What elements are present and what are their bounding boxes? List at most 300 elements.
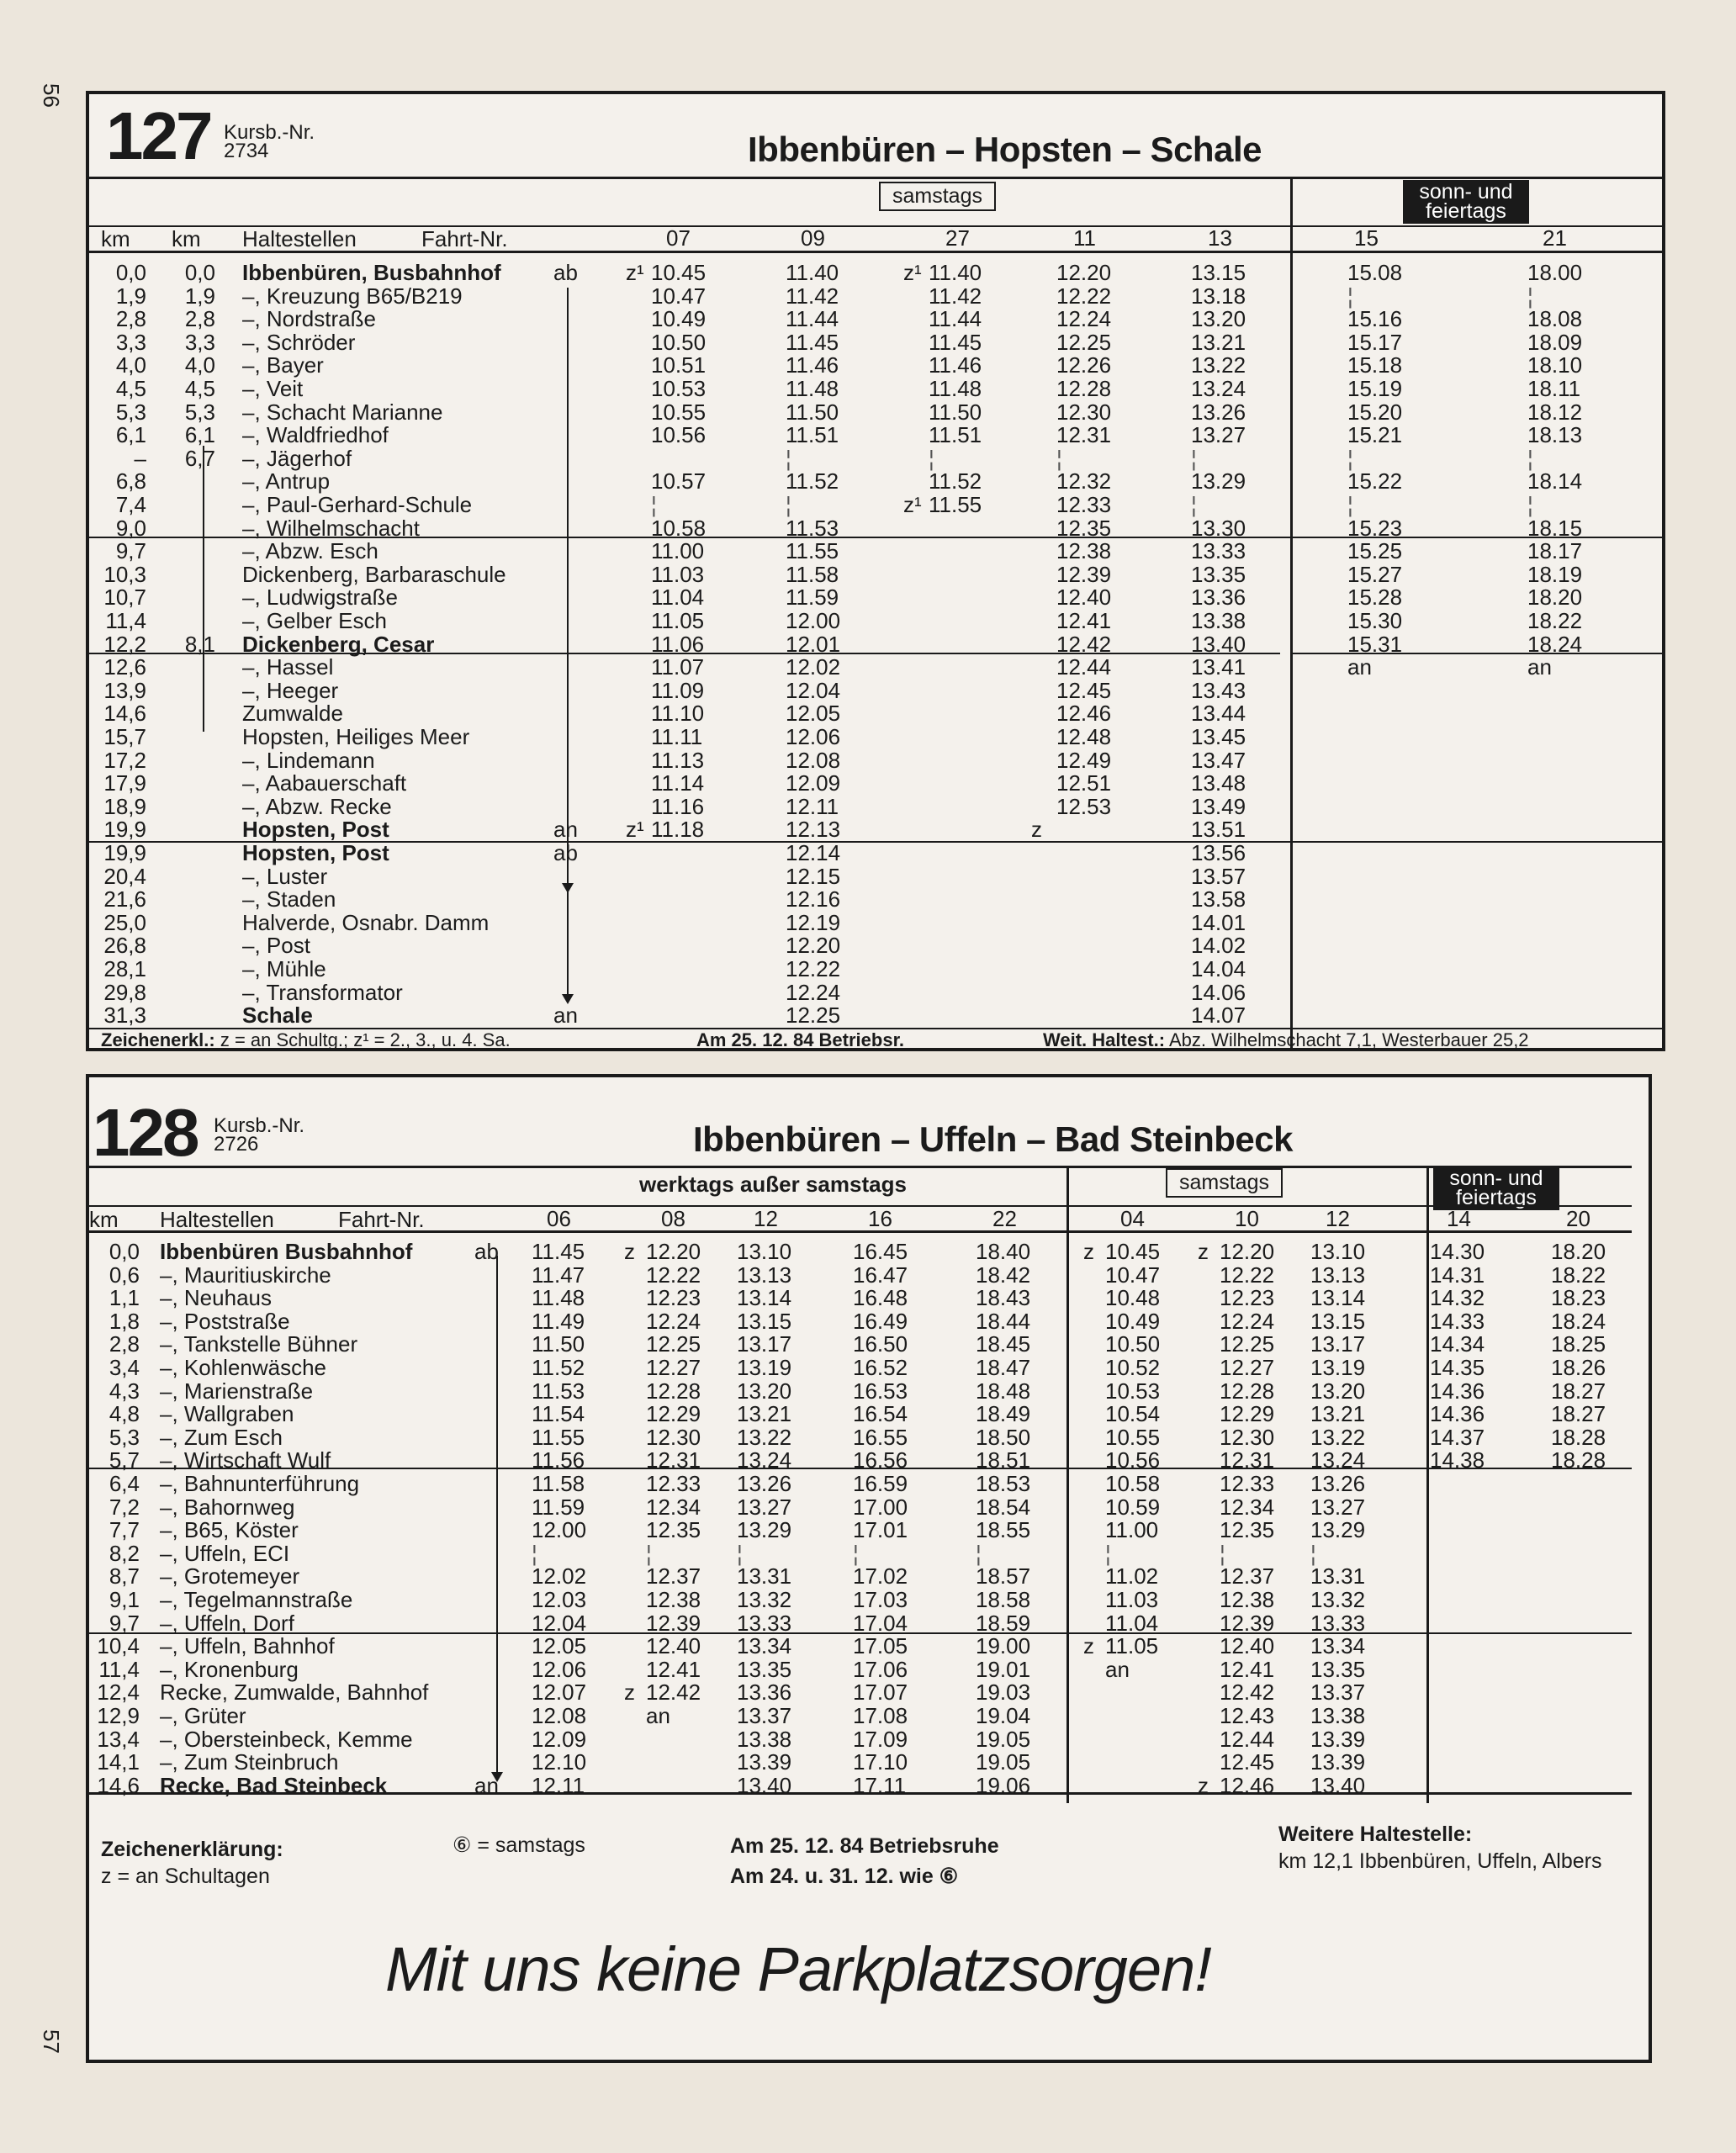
departure-time: 11.59 [532, 1494, 585, 1520]
km-value: 1,9 [115, 283, 146, 309]
departure-time: 12.05 [532, 1633, 587, 1659]
km-value: 5,3 [115, 399, 146, 425]
trip-number: 20 [1566, 1206, 1590, 1231]
departure-time: ¦ [1347, 492, 1353, 517]
departure-time: 18.58 [976, 1587, 1031, 1612]
departure-time: 15.21 [1347, 422, 1403, 448]
departure-time: 12.39 [646, 1610, 701, 1636]
trip-number: 11 [1073, 225, 1096, 251]
departure-time: 18.45 [976, 1331, 1031, 1357]
departure-time: 12.25 [1056, 329, 1112, 355]
table-row [89, 1309, 1649, 1333]
departure-time: 12.06 [786, 724, 841, 749]
departure-time: 10.55 [1105, 1424, 1161, 1450]
page-number-top: 56 [38, 83, 64, 108]
departure-time: 13.31 [1310, 1563, 1366, 1590]
departure-time: 12.38 [646, 1587, 701, 1612]
departure-time: 13.26 [1310, 1471, 1366, 1496]
departure-time: 13.58 [1191, 886, 1246, 913]
km-value: 11,4 [98, 1656, 140, 1682]
departure-time: 11.50 [929, 399, 982, 425]
departure-time: 13.18 [1191, 283, 1246, 309]
departure-time: 13.29 [737, 1517, 792, 1543]
km-value: 18,9 [103, 793, 146, 819]
departure-time: 12.38 [1056, 538, 1112, 564]
km-value: 5,7 [108, 1447, 140, 1473]
departure-time: 12.42 [1220, 1680, 1275, 1706]
school-day-marker: z¹ [903, 260, 922, 285]
departure-time: 12.00 [786, 608, 841, 633]
header-stops: Haltestellen [242, 226, 357, 251]
departure-time: 13.40 [737, 1772, 792, 1798]
departure-time: 18.19 [1527, 561, 1583, 587]
departure-time: 12.09 [532, 1726, 587, 1752]
departure-time: 12.33 [646, 1471, 701, 1496]
departure-time: 19.00 [976, 1633, 1031, 1659]
stop-name: –, Schacht Marianne [242, 399, 443, 425]
departure-time: 12.43 [1220, 1703, 1275, 1728]
departure-time: ¦ [1220, 1540, 1225, 1566]
departure-time: 18.59 [976, 1610, 1031, 1636]
km-value: 25,0 [103, 909, 146, 935]
stop-name: –, Luster [242, 863, 328, 889]
departure-time: 14.38 [1430, 1447, 1485, 1473]
departure-time: 12.42 [646, 1680, 701, 1706]
departure-time: 12.31 [1056, 422, 1112, 448]
km-value: 1,1 [108, 1285, 140, 1311]
departure-time: 13.33 [1310, 1610, 1366, 1636]
departure-time: 11.46 [786, 352, 839, 378]
departure-time: 18.17 [1527, 538, 1583, 564]
departure-time: 13.22 [1191, 352, 1246, 378]
departure-time: 12.22 [646, 1262, 701, 1288]
departure-time: 12.27 [1220, 1355, 1275, 1380]
departure-time: 13.34 [737, 1633, 792, 1659]
departure-time: 13.38 [737, 1726, 792, 1752]
stop-name: –, Uffeln, Dorf [160, 1610, 294, 1636]
departure-time: 12.25 [646, 1331, 701, 1357]
departure-time: 11.55 [929, 492, 982, 517]
departure-time: ¦ [1191, 492, 1197, 517]
school-day-marker: z [1083, 1239, 1094, 1264]
departure-time: an [1527, 654, 1552, 680]
stop-name: –, Veit [242, 376, 304, 401]
table-row [89, 1240, 1649, 1263]
stop-name: Recke, Bad Steinbeck [160, 1772, 388, 1798]
header-km1: km [101, 226, 130, 251]
departure-time: 13.38 [1191, 608, 1246, 633]
table-row [89, 1003, 1662, 1027]
departure-time: 11.05 [1105, 1633, 1159, 1659]
departure-time: 13.21 [1191, 329, 1246, 355]
departure-time: 14.33 [1430, 1308, 1485, 1334]
departure-time: 12.02 [532, 1563, 587, 1590]
departure-time: 18.13 [1527, 422, 1583, 448]
departure-time: 10.50 [1105, 1331, 1161, 1357]
departure-time: 12.48 [1056, 724, 1112, 749]
departure-time: 11.52 [929, 468, 982, 495]
km-value: 6,4 [108, 1471, 140, 1496]
departure-time: 12.30 [646, 1424, 701, 1450]
departure-time: 15.23 [1347, 515, 1403, 541]
departure-time: 12.28 [1220, 1378, 1275, 1404]
departure-time: 12.16 [786, 886, 841, 913]
stop-name: –, Wallgraben [160, 1401, 294, 1427]
km-value: 8,7 [108, 1563, 140, 1590]
trip-number: 13 [1208, 225, 1232, 251]
departure-time: 12.49 [1056, 747, 1112, 773]
km-value: 0,0 [115, 260, 146, 285]
departure-time: 13.39 [737, 1749, 792, 1775]
stop-name: –, Marienstraße [160, 1378, 314, 1404]
km-value: – [134, 445, 146, 471]
departure-time: 12.41 [1220, 1656, 1275, 1682]
legend-saturday: ⑥ = samstags [453, 1833, 585, 1857]
departure-time: 12.34 [1220, 1494, 1275, 1520]
departure-time: 18.25 [1551, 1331, 1606, 1357]
departure-time: ¦ [853, 1540, 859, 1566]
departure-time: 19.03 [976, 1680, 1031, 1706]
km-value: 4,3 [108, 1378, 140, 1404]
departure-time: 13.19 [1310, 1355, 1366, 1380]
group-sunday: sonn- und feiertags [1403, 180, 1529, 224]
departure-time: 12.39 [1220, 1610, 1275, 1636]
km-value: 29,8 [103, 979, 146, 1005]
stop-name: –, Waldfriedhof [242, 422, 389, 448]
departure-time: 12.37 [646, 1563, 701, 1590]
departure-time: 12.28 [1056, 376, 1112, 401]
departure-time: 11.07 [651, 654, 705, 680]
departure-time: 15.27 [1347, 561, 1403, 587]
departure-time: 11.13 [651, 747, 705, 773]
departure-time: 17.10 [853, 1749, 908, 1775]
departure-time: 13.19 [737, 1355, 792, 1380]
departure-time: 10.54 [1105, 1401, 1161, 1427]
table-row [89, 1542, 1649, 1565]
km-value: 3,3 [115, 329, 146, 355]
departure-time: 12.26 [1056, 352, 1112, 378]
stop-name: –, Mühle [242, 956, 326, 981]
departure-time: 16.52 [853, 1355, 908, 1380]
kursbuch-number: 2734 [224, 140, 269, 162]
departure-time: 11.53 [786, 515, 839, 541]
departure-time: ¦ [532, 1540, 537, 1566]
departure-time: 11.03 [651, 561, 705, 587]
departure-time: 12.35 [1056, 515, 1112, 541]
school-day-marker: z¹ [626, 260, 644, 285]
departure-time: 11.58 [786, 561, 839, 587]
departure-time: 10.47 [1105, 1262, 1161, 1288]
departure-time: 13.10 [1310, 1239, 1366, 1264]
table-row [89, 1611, 1649, 1635]
stop-name: –, Kronenburg [160, 1656, 299, 1682]
departure-time: 12.31 [646, 1447, 701, 1473]
departure-time: 15.31 [1347, 631, 1403, 657]
km-value: 17,9 [103, 770, 146, 796]
trip-number: 14 [1447, 1206, 1471, 1231]
legend-128: Zeichenerklärung: z = an Schultagen [101, 1838, 283, 1888]
km-value: 4,5 [115, 376, 146, 401]
departure-time: 13.40 [1191, 631, 1246, 657]
stop-name: Zumwalde [242, 701, 343, 727]
km-value: 14,6 [103, 701, 146, 727]
departure-time: ¦ [786, 445, 791, 471]
departure-time: 10.47 [651, 283, 707, 309]
departure-time: 10.49 [651, 306, 707, 332]
departure-time: 10.55 [651, 399, 707, 425]
departure-time: 12.20 [646, 1239, 701, 1264]
trip-number: 09 [801, 225, 825, 251]
departure-time: 18.48 [976, 1378, 1031, 1404]
departure-time: 10.48 [1105, 1285, 1161, 1311]
departure-time: 18.09 [1527, 329, 1583, 355]
departure-time: 15.25 [1347, 538, 1403, 564]
departure-time: 18.24 [1527, 631, 1583, 657]
departure-time: 11.52 [786, 468, 839, 495]
departure-time: 18.54 [976, 1494, 1031, 1520]
table-row [89, 261, 1662, 284]
departure-time: 13.26 [1191, 399, 1246, 425]
departure-time: 11.49 [532, 1308, 585, 1334]
departure-time: 12.40 [646, 1633, 701, 1659]
departure-time: 11.42 [786, 283, 839, 309]
stop-name: Dickenberg, Cesar [242, 631, 435, 657]
departure-time: 12.11 [532, 1772, 585, 1798]
departure-time: 12.03 [532, 1587, 587, 1612]
departure-time: 15.28 [1347, 585, 1403, 611]
departure-time: 14.02 [1191, 933, 1246, 959]
departure-time: 15.22 [1347, 468, 1403, 495]
departure-time: 12.35 [1220, 1517, 1275, 1543]
departure-time: 13.34 [1310, 1633, 1366, 1659]
departure-time: 13.32 [737, 1587, 792, 1612]
route-title: Ibbenbüren – Hopsten – Schale [748, 130, 1262, 169]
departure-time: 18.42 [976, 1262, 1031, 1288]
stop-name: Dickenberg, Barbaraschule [242, 561, 506, 587]
stop-name: –, Staden [242, 886, 336, 913]
arrival-departure: an [553, 817, 578, 843]
departure-time: 11.02 [1105, 1563, 1159, 1590]
arrival-departure: an [474, 1772, 499, 1798]
departure-time: 12.45 [1220, 1749, 1275, 1775]
table-row [89, 1356, 1649, 1379]
table-row [89, 307, 1662, 331]
departure-time: 13.30 [1191, 515, 1246, 541]
trip-number: 27 [945, 225, 970, 251]
stop-name: –, Heeger [242, 677, 339, 703]
table-row [89, 1379, 1649, 1403]
departure-time: 13.13 [1310, 1262, 1366, 1288]
km-value: 4,0 [115, 352, 146, 378]
departure-time: ¦ [1347, 445, 1353, 471]
departure-time: 13.37 [1310, 1680, 1366, 1706]
departure-time: 16.48 [853, 1285, 908, 1311]
arrival-departure: ab [553, 840, 578, 865]
departure-time: 18.27 [1551, 1401, 1606, 1427]
departure-time: 12.01 [786, 631, 841, 657]
stop-name: –, Antrup [242, 468, 331, 495]
departure-time: ¦ [976, 1540, 982, 1566]
table-row [89, 353, 1662, 377]
departure-time: 13.36 [737, 1680, 792, 1706]
table-row [89, 377, 1662, 400]
departure-time: 17.09 [853, 1726, 908, 1752]
departure-time: ¦ [646, 1540, 652, 1566]
km-value: 4,0 [184, 352, 215, 378]
departure-time: 12.40 [1056, 585, 1112, 611]
departure-time: 18.49 [976, 1401, 1031, 1427]
table-row [89, 423, 1662, 447]
stop-name: –, Abzw. Esch [242, 538, 378, 564]
stop-name: –, Bahornweg [160, 1494, 295, 1520]
departure-time: ¦ [737, 1540, 743, 1566]
stop-name: –, Poststraße [160, 1308, 290, 1334]
departure-time: ¦ [929, 445, 934, 471]
departure-time: 11.51 [786, 422, 839, 448]
departure-time: 11.47 [532, 1262, 585, 1288]
departure-time: 13.27 [737, 1494, 792, 1520]
stop-name: –, Kohlenwäsche [160, 1355, 327, 1380]
departure-time: 14.07 [1191, 1002, 1246, 1029]
stop-name: Hopsten, Post [242, 817, 389, 843]
school-day-marker: z [1083, 1633, 1094, 1659]
km-value: 11,4 [105, 608, 146, 633]
departure-time: 12.25 [1220, 1331, 1275, 1357]
departure-time: 12.41 [1056, 608, 1112, 633]
km-value: 9,7 [115, 538, 146, 564]
departure-time: 17.00 [853, 1494, 908, 1520]
table-row [89, 331, 1662, 354]
departure-time: 11.11 [651, 724, 703, 749]
page-number-bottom: 57 [38, 2029, 64, 2054]
table-row [89, 284, 1662, 308]
departure-time: 13.20 [1310, 1378, 1366, 1404]
stop-name: –, Abzw. Recke [242, 793, 392, 819]
departure-time: 18.51 [976, 1447, 1031, 1473]
table-row [89, 1426, 1649, 1449]
table-row [89, 1727, 1649, 1751]
departure-time: 12.30 [1220, 1424, 1275, 1450]
departure-time: 12.04 [532, 1610, 587, 1636]
departure-time: 13.39 [1310, 1749, 1366, 1775]
stop-name: –, Wilhelmschacht [242, 515, 420, 541]
school-day-marker: z [1198, 1772, 1209, 1798]
header-trip: Fahrt-Nr. [338, 1207, 425, 1232]
departure-time: ¦ [1527, 445, 1533, 471]
departure-time: 10.49 [1105, 1308, 1161, 1334]
school-day-marker: z¹ [626, 817, 644, 843]
trip-number: 12 [1326, 1206, 1350, 1231]
table-row [89, 1263, 1649, 1287]
table-row [89, 563, 1662, 586]
departure-time: 12.22 [786, 956, 841, 981]
departure-time: 12.33 [1056, 492, 1112, 517]
km-value: 17,2 [103, 747, 146, 773]
departure-time: 18.15 [1527, 515, 1583, 541]
departure-time: 14.04 [1191, 956, 1246, 981]
departure-time: 11.48 [786, 376, 839, 401]
table-row [89, 469, 1662, 493]
stop-name: –, Gelber Esch [242, 608, 387, 633]
km-value: 9,7 [108, 1610, 140, 1636]
stop-name: –, Kreuzung B65/B219 [242, 283, 463, 309]
km-value: 3,3 [184, 329, 215, 355]
departure-time: 17.04 [853, 1610, 908, 1636]
km-value: 13,4 [97, 1726, 140, 1752]
departure-time: 11.00 [651, 538, 705, 564]
km-value: 0,6 [108, 1262, 140, 1288]
trip-number: 04 [1120, 1206, 1145, 1231]
departure-time: 18.23 [1551, 1285, 1606, 1311]
table-row [89, 1518, 1649, 1542]
table-row [89, 771, 1662, 795]
departure-time: 17.08 [853, 1703, 908, 1728]
km-value: 12,2 [103, 631, 146, 657]
stop-name: Recke, Zumwalde, Bahnhof [160, 1680, 429, 1706]
header-km: km [89, 1207, 119, 1232]
departure-time: 12.22 [1056, 283, 1112, 309]
departure-time: 16.55 [853, 1424, 908, 1450]
departure-time: 13.29 [1191, 468, 1246, 495]
stop-name: –, Grüter [160, 1703, 246, 1728]
departure-time: 19.04 [976, 1703, 1031, 1728]
departure-time: 11.42 [929, 283, 982, 309]
note-holiday-127: Am 25. 12. 84 Betriebsr. [696, 1029, 905, 1050]
table-row [89, 1658, 1649, 1681]
header-stops: Haltestellen [160, 1207, 274, 1232]
km-value: 2,8 [115, 306, 146, 332]
departure-time: 17.02 [853, 1563, 908, 1590]
kursbuch-label: Kursb.-Nr. [214, 1114, 305, 1137]
departure-time: 11.50 [786, 399, 839, 425]
departure-time: 12.35 [646, 1517, 701, 1543]
stop-name: –, Nordstraße [242, 306, 376, 332]
departure-time: 12.23 [1220, 1285, 1275, 1311]
departure-time: 12.24 [1220, 1308, 1275, 1334]
departure-time: 14.31 [1430, 1262, 1485, 1288]
departure-time: 11.44 [786, 306, 839, 332]
departure-time: 13.41 [1191, 654, 1246, 680]
table-row [89, 701, 1662, 725]
departure-time: 18.57 [976, 1563, 1031, 1590]
departure-time: 13.39 [1310, 1726, 1366, 1752]
departure-time: ¦ [1527, 492, 1533, 517]
departure-time: 11.05 [651, 608, 705, 633]
table-row [89, 911, 1662, 934]
km-value: 12,6 [103, 654, 146, 680]
kursbuch-label: Kursb.-Nr. [224, 121, 315, 144]
departure-time: 12.04 [786, 677, 841, 703]
departure-time: 11.14 [651, 770, 705, 796]
departure-time: 12.32 [1056, 468, 1112, 495]
table-row [89, 493, 1662, 516]
table-row [89, 1680, 1649, 1704]
table-row [89, 981, 1662, 1004]
departure-time: 16.49 [853, 1308, 908, 1334]
departure-time: 13.35 [1310, 1656, 1366, 1682]
departure-time: 11.52 [532, 1355, 585, 1380]
group-weekday: werktags außer samstags [639, 1172, 907, 1197]
departure-time: 10.51 [651, 352, 707, 378]
departure-time: 16.54 [853, 1401, 908, 1427]
departure-time: 12.07 [532, 1680, 587, 1706]
departure-time: 10.52 [1105, 1355, 1161, 1380]
stop-name: –, Bayer [242, 352, 324, 378]
advertising-slogan: Mit uns keine Parkplatzsorgen! [385, 1934, 1211, 2004]
route-title: Ibbenbüren – Uffeln – Bad Steinbeck [693, 1119, 1293, 1159]
departure-time: 11.53 [532, 1378, 585, 1404]
group-saturday: samstags [1166, 1168, 1283, 1198]
